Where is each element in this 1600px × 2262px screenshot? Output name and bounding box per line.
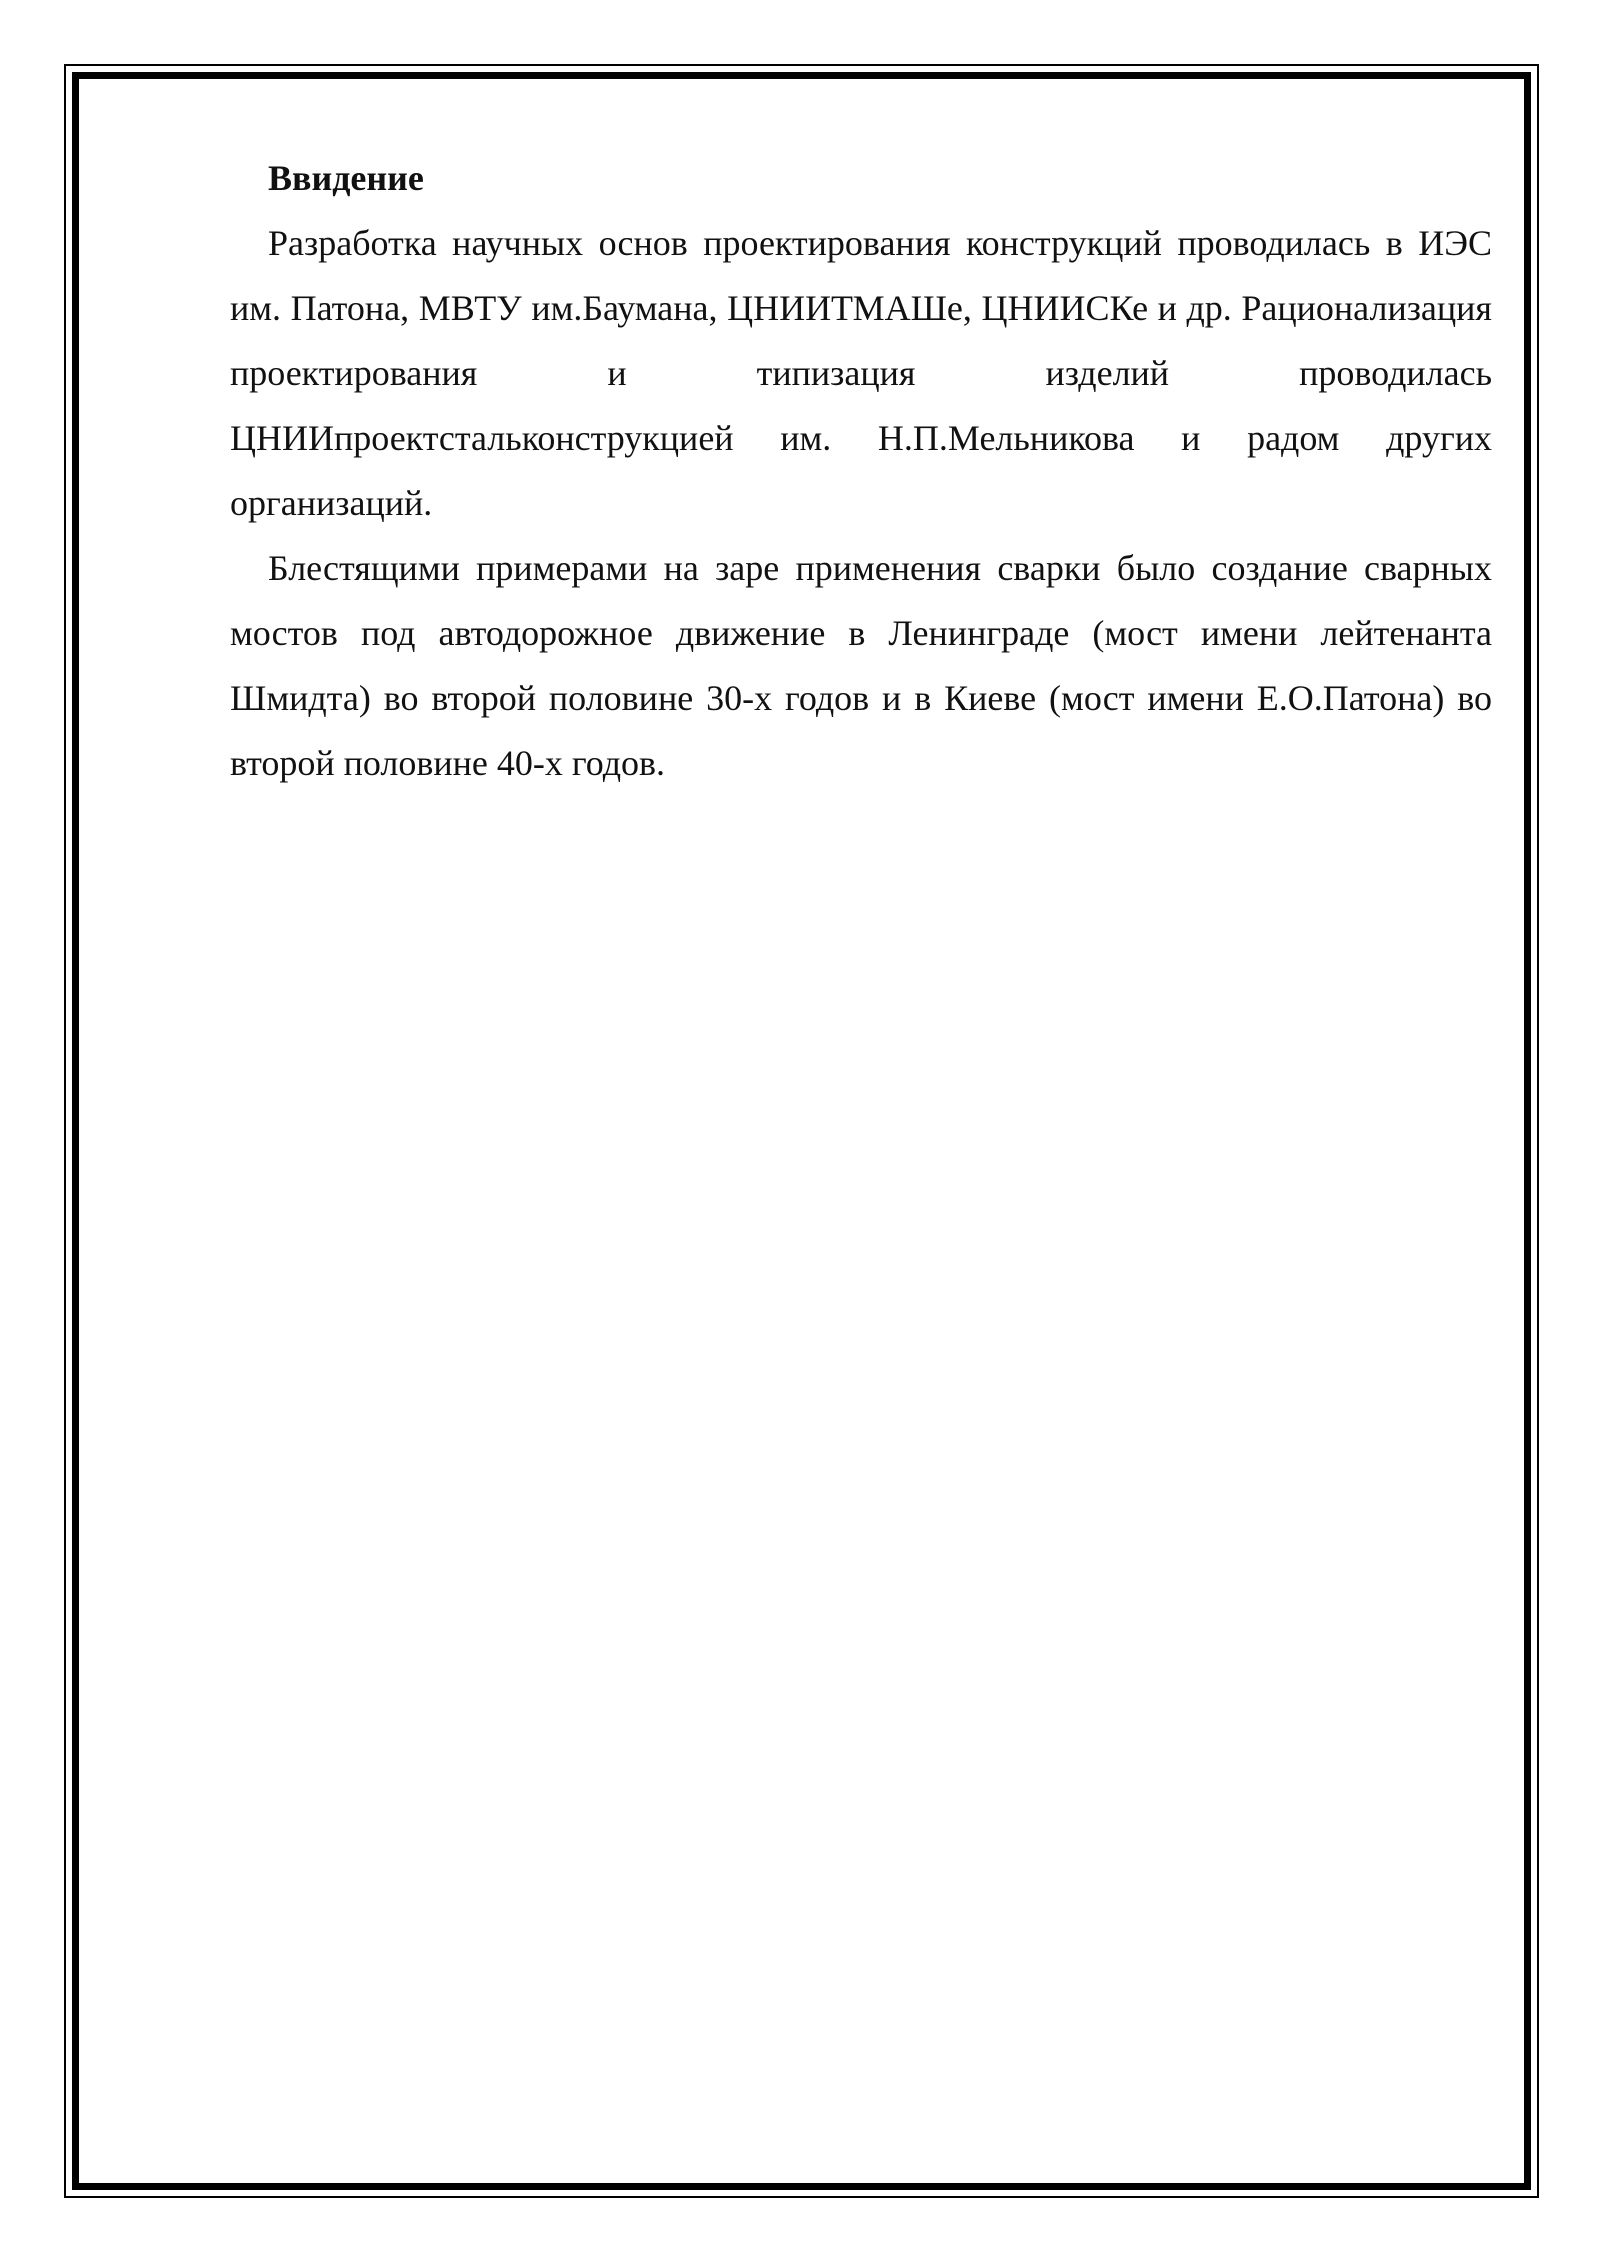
paragraph-1: Разработка научных основ проектирования конструкций проводилась в ИЭС им. Патона, МВТУ им.Баумана, ЦНИИТМАШе, ЦНИИСКе и др. Рационализация проектирования и типизация изделий проводилась ЦНИИпроектстальконструкцией им. Н.П.Мельникова и радом других организаций. (230, 223, 1492, 523)
document-body (230, 146, 1492, 796)
section-heading: Ввидение (268, 158, 424, 198)
paragraph-2: Блестящими примерами на заре применения сварки было создание сварных мостов под автодорожное движение в Ленинграде (мост имени лейтенанта Шмидта) во второй половине 30-х годов и в Киеве (мост имени Е.О.Патона) во второй половине 40-х годов. (230, 548, 1492, 783)
